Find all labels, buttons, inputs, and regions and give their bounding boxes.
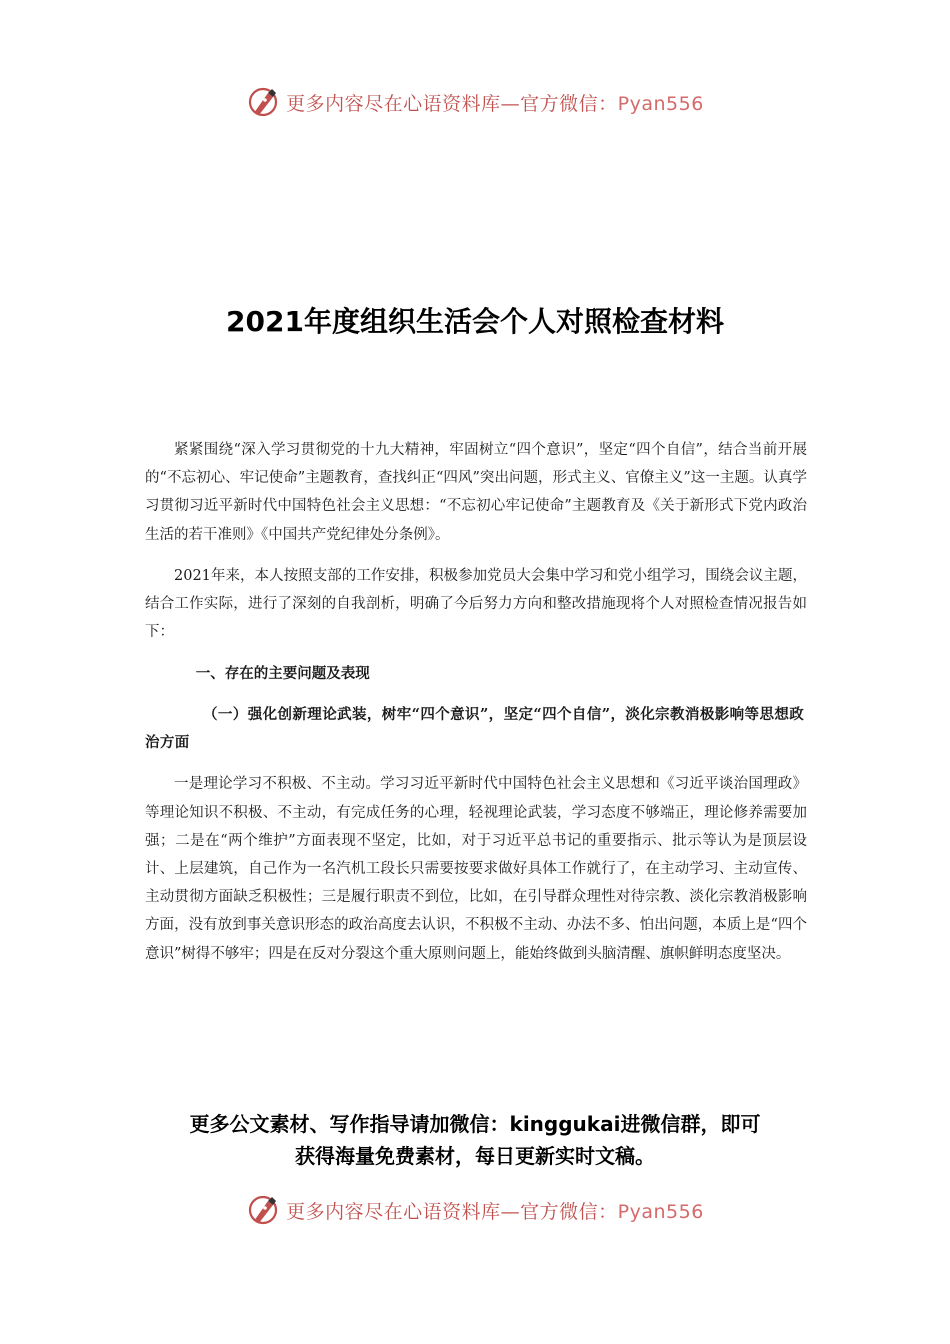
banner-wechat-id: Pyan556 [617, 1200, 704, 1223]
subsection-heading: （一）强化创新理论武装，树牢“四个意识”，坚定“四个自信”，淡化宗教消极影响等思想政治方面 [145, 706, 805, 752]
intro-paragraph: 紧紧围绕“深入学习贯彻党的十九大精神，牢固树立“四个意识”，坚定“四个自信”，结合当前开展的“不忘初心、牢记使命”主题教育，查找纠正“四风”突出问题，形式主义、官僚主义”这一主题。认真学习贯彻习近平新时代中国特色社会主义思想：“不忘初心牢记使命”主题教育及《关于新形式下党内政治生活的若干准则》《中国共产党纪律处分条例》。 [145, 442, 807, 543]
document-body [145, 436, 807, 968]
banner-label: 更多内容尽在心语资料库—官方微信： [286, 1200, 618, 1223]
overview-paragraph: 2021年来，本人按照支部的工作安排，积极参加党员大会集中学习和党小组学习，围绕会议主题，结合工作实际，进行了深刻的自我剖析，明确了今后努力方向和整改措施现将个人对照检查情况报告如下： [145, 567, 807, 641]
banner-text [286, 1197, 704, 1224]
footer-watermark-banner [0, 1190, 950, 1230]
banner-text [286, 89, 704, 116]
document-title: 2021年度组织生活会个人对照检查材料 [226, 305, 724, 338]
promo-line-1: 更多公文素材、写作指导请加微信：kinggukai进微信群，即可 [189, 1112, 761, 1136]
header-watermark-banner [0, 82, 950, 122]
pen-nib-logo-icon [246, 85, 280, 119]
promo-notice [0, 1108, 950, 1172]
banner-label: 更多内容尽在心语资料库—官方微信： [286, 92, 618, 115]
banner-wechat-id: Pyan556 [617, 92, 704, 115]
section-paragraph: 一是理论学习不积极、不主动。学习习近平新时代中国特色社会主义思想和《习近平谈治国理政》等理论知识不积极、不主动，有完成任务的心理，轻视理论武装，学习态度不够端正，理论修养需要加强；二是在“两个维护”方面表现不坚定，比如，对于习近平总书记的重要指示、批示等认为是顶层设计、上层建筑，自己作为一名汽机工段长只需要按要求做好具体工作就行了，在主动学习、主动宣传、主动贯彻方面缺乏积极性；三是履行职责不到位，比如，在引导群众理性对待宗教、淡化宗教消极影响方面，没有放到事关意识形态的政治高度去认识，不积极不主动、办法不多、怕出问题，本质上是“四个意识”树得不够牢；四是在反对分裂这个重大原则问题上，能始终做到头脑清醒、旗帜鲜明态度坚决。 [145, 776, 807, 962]
pen-nib-logo-icon [246, 1193, 280, 1227]
section-heading: 一、存在的主要问题及表现 [195, 666, 370, 683]
promo-line-2: 获得海量免费素材，每日更新实时文稿。 [295, 1144, 655, 1168]
